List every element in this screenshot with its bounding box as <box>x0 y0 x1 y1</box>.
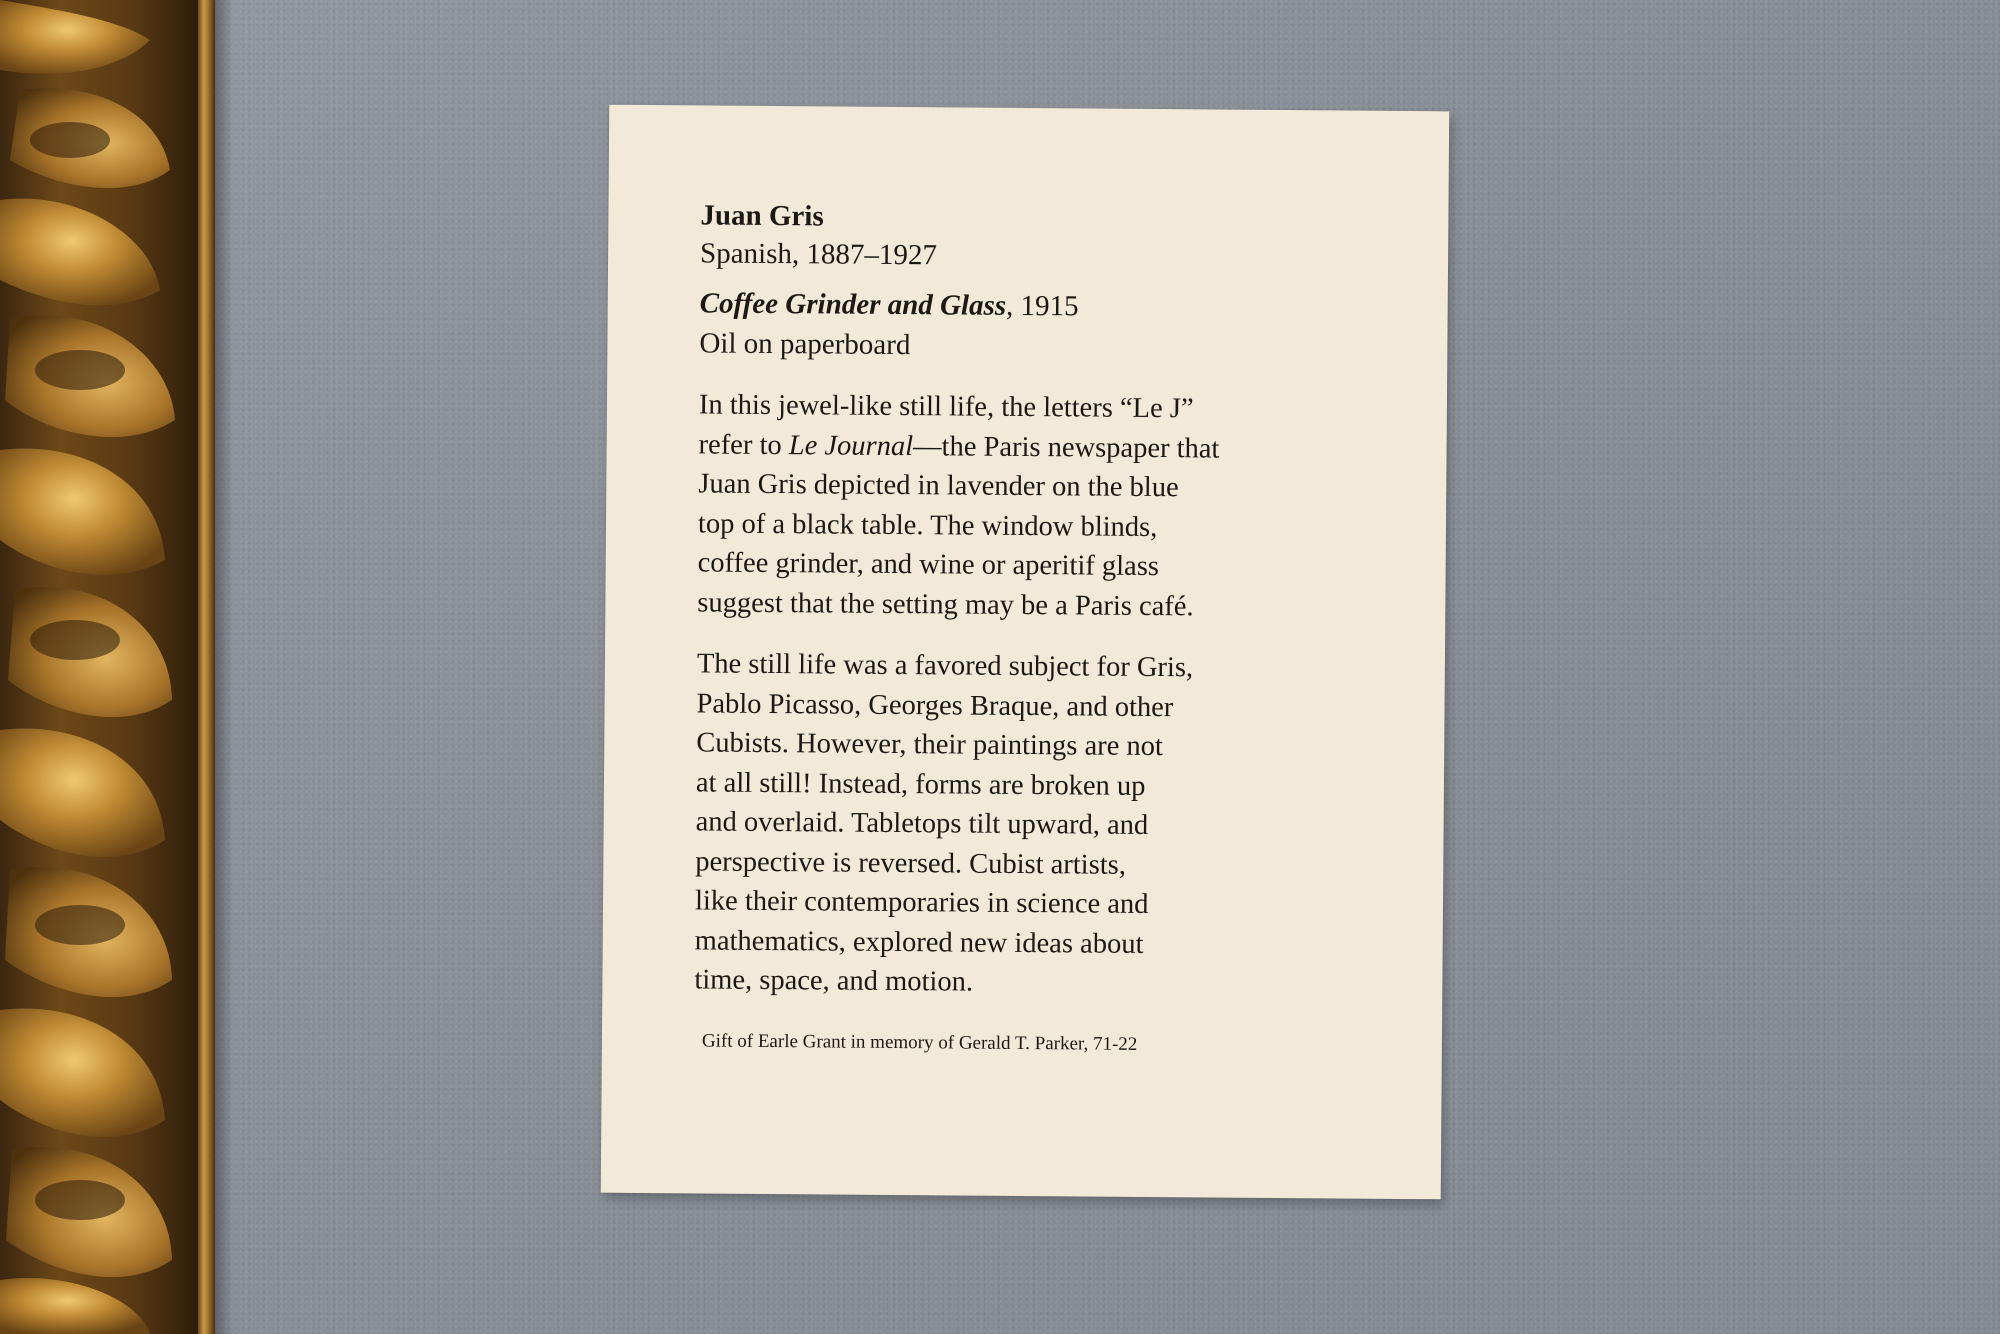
artwork-date: , 1915 <box>1005 289 1079 323</box>
artist-name: Juan Gris <box>700 199 824 233</box>
artwork-title: Coffee Grinder and Glass <box>699 287 1007 322</box>
frame-shadow <box>215 0 233 1334</box>
text-run: —the Paris newspaper that <box>912 430 1220 465</box>
paragraph-line <box>698 425 1386 470</box>
paragraph-line: mathematics, explored new ideas about <box>694 924 1144 960</box>
wall-label-card <box>601 105 1450 1200</box>
paragraph-line: top of a black table. The window blinds, <box>697 507 1158 543</box>
paragraph-line: like their contemporaries in science and <box>694 885 1149 920</box>
paragraph-line: Cubists. However, their paintings are not <box>696 727 1164 763</box>
paragraph-line: The still life was a favored subject for Gris, <box>696 648 1194 684</box>
description-paragraph-1 <box>697 385 1387 627</box>
frame-leaf-ornament <box>0 0 200 1334</box>
paragraph-line: time, space, and motion. <box>694 964 974 998</box>
text-run: refer to <box>698 428 789 461</box>
artwork-medium: Oil on paperboard <box>699 327 911 362</box>
paragraph-line: at all still! Instead, forms are broken up <box>695 766 1146 802</box>
paragraph-line: In this jewel-like still life, the letters “Le J” <box>698 389 1194 425</box>
artist-nationality-dates: Spanish, 1887–1927 <box>699 237 938 272</box>
credit-line: Gift of Earle Grant in memory of Gerald T. Parker, 71-22 <box>701 1029 1138 1055</box>
paragraph-line: perspective is reversed. Cubist artists, <box>695 845 1127 881</box>
paragraph-line: coffee grinder, and wine or aperitif glass <box>697 547 1160 583</box>
paragraph-line: Pablo Picasso, Georges Braque, and other <box>696 687 1174 723</box>
frame-gilded-rail <box>198 0 215 1334</box>
description-paragraph-2 <box>694 644 1385 1005</box>
paragraph-line: Juan Gris depicted in lavender on the blue <box>698 468 1179 504</box>
newspaper-title: Le Journal <box>788 429 914 462</box>
paragraph-line: and overlaid. Tabletops tilt upward, and <box>695 806 1149 841</box>
paragraph-line: suggest that the setting may be a Paris café. <box>697 586 1194 622</box>
artwork-title-line <box>700 283 1388 328</box>
gilded-picture-frame <box>0 0 215 1334</box>
